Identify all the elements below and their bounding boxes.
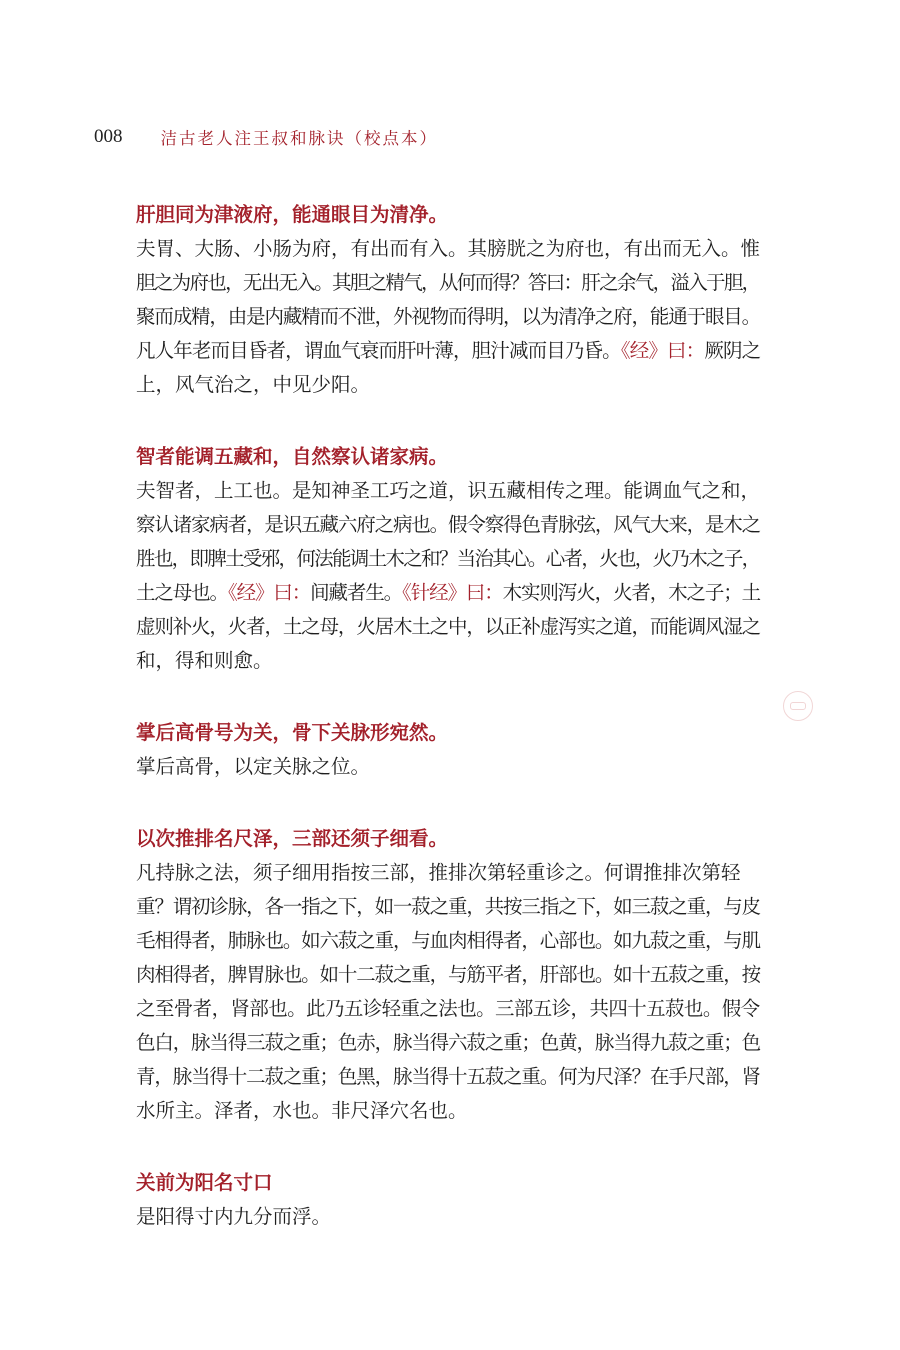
verse-heading: 以次推排名尺泽，三部还须子细看。	[136, 827, 449, 850]
commentary-text: 青，脉当得十二菽之重；色黑，脉当得十五菽之重。何为尺泽？在手尺部，肾	[136, 1065, 761, 1088]
commentary-text: 肉相得者，脾胃脉也。如十二菽之重，与筋平者，肝部也。如十五菽之重，按	[136, 963, 761, 986]
commentary-line	[136, 610, 760, 644]
page-number: 008	[94, 126, 123, 147]
commentary-line	[136, 1094, 760, 1128]
commentary-text: 色白，脉当得三菽之重；色赤，脉当得六菽之重；色黄，脉当得九菽之重；色	[136, 1031, 761, 1054]
verse-section	[136, 440, 760, 678]
commentary-line	[136, 508, 760, 542]
commentary-line	[136, 542, 760, 576]
commentary-line	[136, 644, 760, 678]
commentary-line	[136, 958, 760, 992]
commentary-line	[136, 890, 760, 924]
commentary-line	[136, 1026, 760, 1060]
verse-heading: 智者能调五藏和，自然察认诸家病。	[136, 445, 449, 468]
commentary-line	[136, 856, 760, 890]
commentary-text: 凡持脉之法，须子细用指按三部，推排次第轻重诊之。何谓推排次第轻	[136, 861, 741, 884]
verse-heading: 肝胆同为津液府，能通眼目为清净。	[136, 203, 449, 226]
running-header	[94, 122, 438, 152]
verse-section	[136, 198, 760, 402]
verse-heading: 关前为阳名寸口	[136, 1171, 273, 1194]
commentary-text: 夫智者，上工也。是知神圣工巧之道，识五藏相传之理。能调血气之和，	[136, 479, 761, 502]
commentary-line	[136, 232, 760, 266]
commentary-text: 是阳得寸内九分而浮。	[136, 1205, 332, 1228]
verse-heading: 掌后高骨号为关，骨下关脉形宛然。	[136, 721, 449, 744]
commentary-line	[136, 334, 760, 368]
verse-section	[136, 716, 760, 784]
commentary-line	[136, 474, 760, 508]
commentary-line	[136, 368, 760, 402]
commentary-line	[136, 750, 760, 784]
commentary-text: 胜也，即脾土受邪，何法能调土木之和？当治其心。心者，火也，火乃木之子，	[136, 547, 760, 570]
commentary-text: 虚则补火，火者，土之母，火居木土之中，以正补虚泻实之道，而能调风湿之	[136, 615, 761, 638]
commentary-text: 土之母也。	[136, 581, 228, 604]
commentary-line	[136, 266, 760, 300]
watermark-seal-icon	[783, 691, 813, 721]
commentary-text: 之至骨者，肾部也。此乃五诊轻重之法也。三部五诊，共四十五菽也。假令	[136, 997, 760, 1020]
commentary-text: 凡人年老而目昏者，谓血气衰而肝叶薄，胆汁减而目乃昏。	[136, 339, 621, 362]
commentary-line	[136, 1200, 760, 1234]
page-body	[136, 198, 760, 1272]
commentary-text: 夫胃、大肠、小肠为府，有出而有入。其膀胱之为府也，有出而无入。惟	[136, 237, 761, 260]
commentary-text: 毛相得者，肺脉也。如六菽之重，与血肉相得者，心部也。如九菽之重，与肌	[136, 929, 761, 952]
commentary-text: 胆之为府也，无出无入。其胆之精气，从何而得？答曰：肝之余气，溢入于胆，	[136, 271, 760, 294]
commentary-line	[136, 1060, 760, 1094]
commentary-text: 重？谓初诊脉，各一指之下，如一菽之重，共按三指之下，如三菽之重，与皮	[136, 895, 761, 918]
classic-citation: 《针经》曰：	[402, 581, 503, 604]
commentary-text: 水所主。泽者，水也。非尺泽穴名也。	[136, 1099, 468, 1122]
classic-citation: 《经》曰：	[227, 581, 311, 604]
commentary-text: 掌后高骨，以定关脉之位。	[136, 755, 371, 778]
commentary-text: 间藏者生。	[310, 581, 403, 604]
verse-section	[136, 1166, 760, 1234]
commentary-line	[136, 992, 760, 1026]
commentary-text: 聚而成精，由是内藏精而不泄，外视物而得明，以为清净之府，能通于眼目。	[136, 305, 761, 328]
book-title: 洁古老人注王叔和脉诀（校点本）	[160, 129, 438, 148]
commentary-line	[136, 300, 760, 334]
verse-section	[136, 822, 760, 1128]
commentary-line	[136, 576, 760, 610]
commentary-line	[136, 924, 760, 958]
commentary-text: 察认诸家病者，是识五藏六府之病也。假令察得色青脉弦，风气大来，是木之	[136, 513, 761, 536]
commentary-text: 厥阴之	[704, 339, 761, 362]
classic-citation: 《经》曰：	[620, 339, 705, 362]
commentary-text: 上，风气治之，中见少阳。	[136, 373, 371, 396]
commentary-text: 和，得和则愈。	[136, 649, 273, 672]
commentary-text: 木实则泻火，火者，木之子；土	[502, 581, 761, 604]
